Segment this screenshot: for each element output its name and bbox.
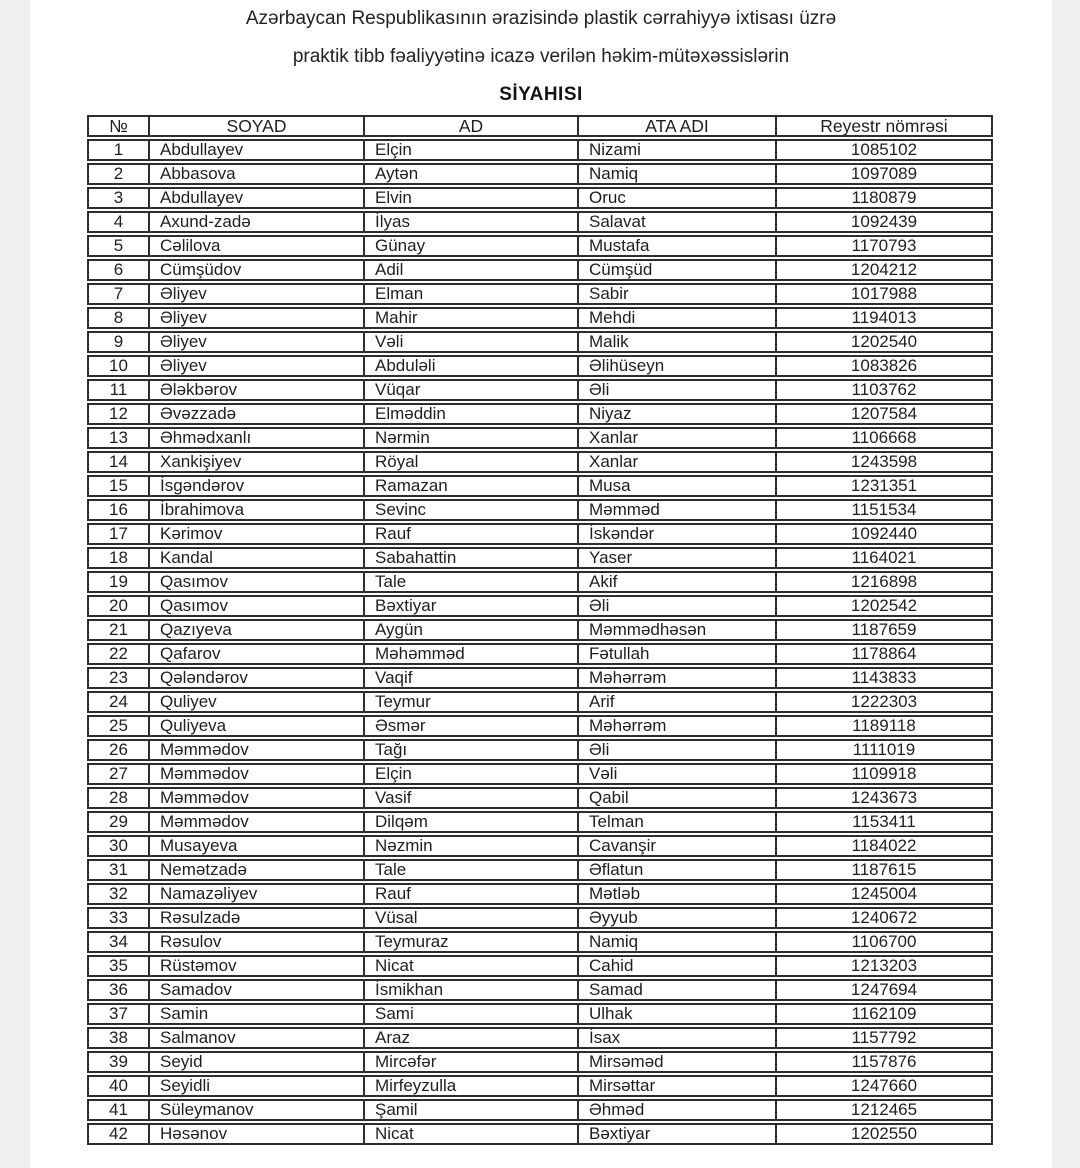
table-row xyxy=(87,1003,993,1025)
row-number-cell: 36 xyxy=(87,979,148,1001)
name-cell: Vəli xyxy=(363,331,577,353)
name-cell: Rauf xyxy=(363,883,577,905)
header-no: № xyxy=(87,115,148,137)
registry-number-cell: 1231351 xyxy=(775,475,993,497)
father-name-cell: Musa xyxy=(577,475,775,497)
row-number-cell: 29 xyxy=(87,811,148,833)
row-number-cell: 5 xyxy=(87,235,148,257)
father-name-cell: Xanlar xyxy=(577,427,775,449)
registry-number-cell: 1202550 xyxy=(775,1123,993,1145)
registry-number-cell: 1245004 xyxy=(775,883,993,905)
registry-number-cell: 1243673 xyxy=(775,787,993,809)
name-cell: Adil xyxy=(363,259,577,281)
father-name-cell: Namiq xyxy=(577,931,775,953)
surname-cell: Kərimov xyxy=(148,523,363,545)
surname-cell: Qələndərov xyxy=(148,667,363,689)
father-name-cell: Cahid xyxy=(577,955,775,977)
surname-cell: Əliyev xyxy=(148,307,363,329)
registry-number-cell: 1092439 xyxy=(775,211,993,233)
registry-number-cell: 1243598 xyxy=(775,451,993,473)
father-name-cell: Namiq xyxy=(577,163,775,185)
document-title-line-1: Azərbaycan Respublikasının ərazisində plastik cərrahiyyə ixtisası üzrə xyxy=(245,8,837,29)
row-number-cell: 12 xyxy=(87,403,148,425)
row-number-cell: 2 xyxy=(87,163,148,185)
father-name-cell: Əlihüseyn xyxy=(577,355,775,377)
surname-cell: Quliyeva xyxy=(148,715,363,737)
father-name-cell: Məhərrəm xyxy=(577,667,775,689)
doctors-table-body xyxy=(87,139,993,1145)
table-row xyxy=(87,691,993,713)
name-cell: Nicat xyxy=(363,955,577,977)
table-row xyxy=(87,235,993,257)
table-row xyxy=(87,883,993,905)
surname-cell: Həsənov xyxy=(148,1123,363,1145)
surname-cell: Süleymanov xyxy=(148,1099,363,1121)
surname-cell: Cümşüdov xyxy=(148,259,363,281)
registry-number-cell: 1143833 xyxy=(775,667,993,689)
row-number-cell: 15 xyxy=(87,475,148,497)
header-soyad: SOYAD xyxy=(148,115,363,137)
row-number-cell: 33 xyxy=(87,907,148,929)
right-page-margin xyxy=(1052,0,1080,1168)
table-row xyxy=(87,259,993,281)
father-name-cell: Xanlar xyxy=(577,451,775,473)
row-number-cell: 26 xyxy=(87,739,148,761)
row-number-cell: 8 xyxy=(87,307,148,329)
surname-cell: Abdullayev xyxy=(148,139,363,161)
surname-cell: Kandal xyxy=(148,547,363,569)
surname-cell: Abdullayev xyxy=(148,187,363,209)
registry-number-cell: 1170793 xyxy=(775,235,993,257)
row-number-cell: 28 xyxy=(87,787,148,809)
father-name-cell: Əli xyxy=(577,739,775,761)
name-cell: Nəzmin xyxy=(363,835,577,857)
table-row xyxy=(87,811,993,833)
row-number-cell: 21 xyxy=(87,619,148,641)
registry-number-cell: 1153411 xyxy=(775,811,993,833)
table-row xyxy=(87,667,993,689)
table-row xyxy=(87,955,993,977)
father-name-cell: Məhərrəm xyxy=(577,715,775,737)
surname-cell: Qasımov xyxy=(148,595,363,617)
father-name-cell: Mirsəttar xyxy=(577,1075,775,1097)
father-name-cell: Yaser xyxy=(577,547,775,569)
registry-number-cell: 1207584 xyxy=(775,403,993,425)
name-cell: Sabahattin xyxy=(363,547,577,569)
father-name-cell: Samad xyxy=(577,979,775,1001)
document-title-block xyxy=(30,0,1052,106)
table-row xyxy=(87,1099,993,1121)
row-number-cell: 4 xyxy=(87,211,148,233)
surname-cell: Rəsulzadə xyxy=(148,907,363,929)
table-row xyxy=(87,1027,993,1049)
table-row xyxy=(87,619,993,641)
table-row xyxy=(87,1123,993,1145)
name-cell: Ramazan xyxy=(363,475,577,497)
surname-cell: Məmmədov xyxy=(148,811,363,833)
registry-number-cell: 1180879 xyxy=(775,187,993,209)
name-cell: Teymuraz xyxy=(363,931,577,953)
name-cell: Bəxtiyar xyxy=(363,595,577,617)
name-cell: Rauf xyxy=(363,523,577,545)
registry-number-cell: 1184022 xyxy=(775,835,993,857)
table-row xyxy=(87,523,993,545)
row-number-cell: 39 xyxy=(87,1051,148,1073)
name-cell: Tale xyxy=(363,859,577,881)
registry-number-cell: 1194013 xyxy=(775,307,993,329)
name-cell: Elməddin xyxy=(363,403,577,425)
father-name-cell: Sabir xyxy=(577,283,775,305)
father-name-cell: Bəxtiyar xyxy=(577,1123,775,1145)
table-row xyxy=(87,931,993,953)
father-name-cell: Arif xyxy=(577,691,775,713)
table-row xyxy=(87,547,993,569)
father-name-cell: Əyyub xyxy=(577,907,775,929)
row-number-cell: 18 xyxy=(87,547,148,569)
table-row xyxy=(87,307,993,329)
row-number-cell: 22 xyxy=(87,643,148,665)
table-row xyxy=(87,595,993,617)
row-number-cell: 14 xyxy=(87,451,148,473)
registry-number-cell: 1157876 xyxy=(775,1051,993,1073)
surname-cell: Məmmədov xyxy=(148,763,363,785)
father-name-cell: Mirsəməd xyxy=(577,1051,775,1073)
registry-number-cell: 1213203 xyxy=(775,955,993,977)
name-cell: İlyas xyxy=(363,211,577,233)
table-row xyxy=(87,379,993,401)
father-name-cell: Əhməd xyxy=(577,1099,775,1121)
row-number-cell: 19 xyxy=(87,571,148,593)
registry-number-cell: 1162109 xyxy=(775,1003,993,1025)
name-cell: Aygün xyxy=(363,619,577,641)
registry-number-cell: 1109918 xyxy=(775,763,993,785)
surname-cell: Qafarov xyxy=(148,643,363,665)
name-cell: Elçin xyxy=(363,763,577,785)
registry-number-cell: 1106668 xyxy=(775,427,993,449)
father-name-cell: Niyaz xyxy=(577,403,775,425)
name-cell: Mirfeyzulla xyxy=(363,1075,577,1097)
surname-cell: İbrahimova xyxy=(148,499,363,521)
document-title-line-2: praktik tibb fəaliyyətinə icazə verilən həkim-mütəxəssislərin xyxy=(292,46,790,67)
father-name-cell: Cümşüd xyxy=(577,259,775,281)
surname-cell: Namazəliyev xyxy=(148,883,363,905)
father-name-cell: Telman xyxy=(577,811,775,833)
registry-number-cell: 1111019 xyxy=(775,739,993,761)
registry-number-cell: 1097089 xyxy=(775,163,993,185)
table-row xyxy=(87,187,993,209)
surname-cell: Seyidli xyxy=(148,1075,363,1097)
table-row xyxy=(87,451,993,473)
row-number-cell: 42 xyxy=(87,1123,148,1145)
row-number-cell: 1 xyxy=(87,139,148,161)
surname-cell: Axund-zadə xyxy=(148,211,363,233)
registry-number-cell: 1204212 xyxy=(775,259,993,281)
surname-cell: Quliyev xyxy=(148,691,363,713)
registry-number-cell: 1216898 xyxy=(775,571,993,593)
name-cell: Günay xyxy=(363,235,577,257)
surname-cell: Xankişiyev xyxy=(148,451,363,473)
table-row xyxy=(87,571,993,593)
row-number-cell: 37 xyxy=(87,1003,148,1025)
row-number-cell: 11 xyxy=(87,379,148,401)
row-number-cell: 23 xyxy=(87,667,148,689)
row-number-cell: 31 xyxy=(87,859,148,881)
table-row xyxy=(87,1075,993,1097)
name-cell: Abduləli xyxy=(363,355,577,377)
row-number-cell: 13 xyxy=(87,427,148,449)
table-row xyxy=(87,331,993,353)
table-row xyxy=(87,979,993,1001)
father-name-cell: Malik xyxy=(577,331,775,353)
row-number-cell: 10 xyxy=(87,355,148,377)
registry-number-cell: 1157792 xyxy=(775,1027,993,1049)
name-cell: Tale xyxy=(363,571,577,593)
father-name-cell: İsax xyxy=(577,1027,775,1049)
surname-cell: İsgəndərov xyxy=(148,475,363,497)
name-cell: Məhəmməd xyxy=(363,643,577,665)
surname-cell: Əliyev xyxy=(148,283,363,305)
row-number-cell: 6 xyxy=(87,259,148,281)
name-cell: Vasif xyxy=(363,787,577,809)
father-name-cell: Əli xyxy=(577,595,775,617)
table-row xyxy=(87,1051,993,1073)
row-number-cell: 24 xyxy=(87,691,148,713)
table-row xyxy=(87,907,993,929)
surname-cell: Ələkbərov xyxy=(148,379,363,401)
registry-number-cell: 1106700 xyxy=(775,931,993,953)
registry-number-cell: 1017988 xyxy=(775,283,993,305)
table-header xyxy=(87,115,993,137)
registry-number-cell: 1085102 xyxy=(775,139,993,161)
table-row xyxy=(87,715,993,737)
surname-cell: Cəlilova xyxy=(148,235,363,257)
registry-number-cell: 1202542 xyxy=(775,595,993,617)
surname-cell: Salmanov xyxy=(148,1027,363,1049)
surname-cell: Rəsulov xyxy=(148,931,363,953)
name-cell: Elçin xyxy=(363,139,577,161)
table-row xyxy=(87,475,993,497)
registry-number-cell: 1187659 xyxy=(775,619,993,641)
doctors-registry-table xyxy=(87,113,993,1147)
father-name-cell: Salavat xyxy=(577,211,775,233)
row-number-cell: 7 xyxy=(87,283,148,305)
registry-number-cell: 1187615 xyxy=(775,859,993,881)
surname-cell: Samin xyxy=(148,1003,363,1025)
registry-number-cell: 1151534 xyxy=(775,499,993,521)
father-name-cell: Mehdi xyxy=(577,307,775,329)
name-cell: Nicat xyxy=(363,1123,577,1145)
father-name-cell: Qabil xyxy=(577,787,775,809)
table-header-row xyxy=(87,115,993,137)
row-number-cell: 3 xyxy=(87,187,148,209)
name-cell: Mircəfər xyxy=(363,1051,577,1073)
table-row xyxy=(87,835,993,857)
header-ad: AD xyxy=(363,115,577,137)
table-row xyxy=(87,163,993,185)
surname-cell: Məmmədov xyxy=(148,787,363,809)
row-number-cell: 35 xyxy=(87,955,148,977)
table-row xyxy=(87,283,993,305)
name-cell: Elman xyxy=(363,283,577,305)
header-reyestr-nomresi: Reyestr nömrəsi xyxy=(775,115,993,137)
name-cell: Vaqif xyxy=(363,667,577,689)
name-cell: Elvin xyxy=(363,187,577,209)
table-row xyxy=(87,643,993,665)
name-cell: Sevinc xyxy=(363,499,577,521)
name-cell: Mahir xyxy=(363,307,577,329)
father-name-cell: Fətullah xyxy=(577,643,775,665)
name-cell: Şamil xyxy=(363,1099,577,1121)
scanned-document-page xyxy=(30,0,1052,1168)
surname-cell: Samadov xyxy=(148,979,363,1001)
name-cell: Tağı xyxy=(363,739,577,761)
surname-cell: Əhmədxanlı xyxy=(148,427,363,449)
name-cell: Vüsal xyxy=(363,907,577,929)
name-cell: Araz xyxy=(363,1027,577,1049)
registry-number-cell: 1212465 xyxy=(775,1099,993,1121)
document-heading: SİYAHISI xyxy=(499,84,583,105)
table-row xyxy=(87,499,993,521)
row-number-cell: 9 xyxy=(87,331,148,353)
father-name-cell: Akif xyxy=(577,571,775,593)
row-number-cell: 40 xyxy=(87,1075,148,1097)
registry-number-cell: 1083826 xyxy=(775,355,993,377)
surname-cell: Əvəzzadə xyxy=(148,403,363,425)
row-number-cell: 41 xyxy=(87,1099,148,1121)
registry-number-cell: 1103762 xyxy=(775,379,993,401)
registry-number-cell: 1202540 xyxy=(775,331,993,353)
surname-cell: Qasımov xyxy=(148,571,363,593)
left-page-margin xyxy=(0,0,30,1168)
row-number-cell: 25 xyxy=(87,715,148,737)
father-name-cell: Oruc xyxy=(577,187,775,209)
surname-cell: Nemətzadə xyxy=(148,859,363,881)
name-cell: Teymur xyxy=(363,691,577,713)
surname-cell: Musayeva xyxy=(148,835,363,857)
registry-number-cell: 1240672 xyxy=(775,907,993,929)
name-cell: Röyal xyxy=(363,451,577,473)
father-name-cell: Əli xyxy=(577,379,775,401)
registry-number-cell: 1092440 xyxy=(775,523,993,545)
row-number-cell: 32 xyxy=(87,883,148,905)
father-name-cell: Mustafa xyxy=(577,235,775,257)
row-number-cell: 38 xyxy=(87,1027,148,1049)
father-name-cell: Cavanşir xyxy=(577,835,775,857)
name-cell: Vüqar xyxy=(363,379,577,401)
surname-cell: Rüstəmov xyxy=(148,955,363,977)
table-row xyxy=(87,739,993,761)
father-name-cell: Əflatun xyxy=(577,859,775,881)
name-cell: Aytən xyxy=(363,163,577,185)
surname-cell: Abbasova xyxy=(148,163,363,185)
registry-number-cell: 1178864 xyxy=(775,643,993,665)
registry-number-cell: 1247660 xyxy=(775,1075,993,1097)
name-cell: Sami xyxy=(363,1003,577,1025)
father-name-cell: Vəli xyxy=(577,763,775,785)
registry-number-cell: 1247694 xyxy=(775,979,993,1001)
row-number-cell: 20 xyxy=(87,595,148,617)
father-name-cell: Mətləb xyxy=(577,883,775,905)
father-name-cell: Ulhak xyxy=(577,1003,775,1025)
table-row xyxy=(87,403,993,425)
table-row xyxy=(87,787,993,809)
table-row xyxy=(87,427,993,449)
registry-number-cell: 1222303 xyxy=(775,691,993,713)
row-number-cell: 34 xyxy=(87,931,148,953)
table-row xyxy=(87,859,993,881)
registry-number-cell: 1164021 xyxy=(775,547,993,569)
surname-cell: Əliyev xyxy=(148,355,363,377)
row-number-cell: 16 xyxy=(87,499,148,521)
surname-cell: Qazıyeva xyxy=(148,619,363,641)
header-ata-adi: ATA ADI xyxy=(577,115,775,137)
surname-cell: Seyid xyxy=(148,1051,363,1073)
father-name-cell: İskəndər xyxy=(577,523,775,545)
table-row xyxy=(87,139,993,161)
name-cell: Əsmər xyxy=(363,715,577,737)
surname-cell: Əliyev xyxy=(148,331,363,353)
name-cell: İsmikhan xyxy=(363,979,577,1001)
row-number-cell: 27 xyxy=(87,763,148,785)
name-cell: Dilqəm xyxy=(363,811,577,833)
registry-number-cell: 1189118 xyxy=(775,715,993,737)
father-name-cell: Məmmədhəsən xyxy=(577,619,775,641)
row-number-cell: 17 xyxy=(87,523,148,545)
father-name-cell: Məmməd xyxy=(577,499,775,521)
table-row xyxy=(87,211,993,233)
table-row xyxy=(87,763,993,785)
name-cell: Nərmin xyxy=(363,427,577,449)
surname-cell: Məmmədov xyxy=(148,739,363,761)
father-name-cell: Nizami xyxy=(577,139,775,161)
row-number-cell: 30 xyxy=(87,835,148,857)
table-row xyxy=(87,355,993,377)
